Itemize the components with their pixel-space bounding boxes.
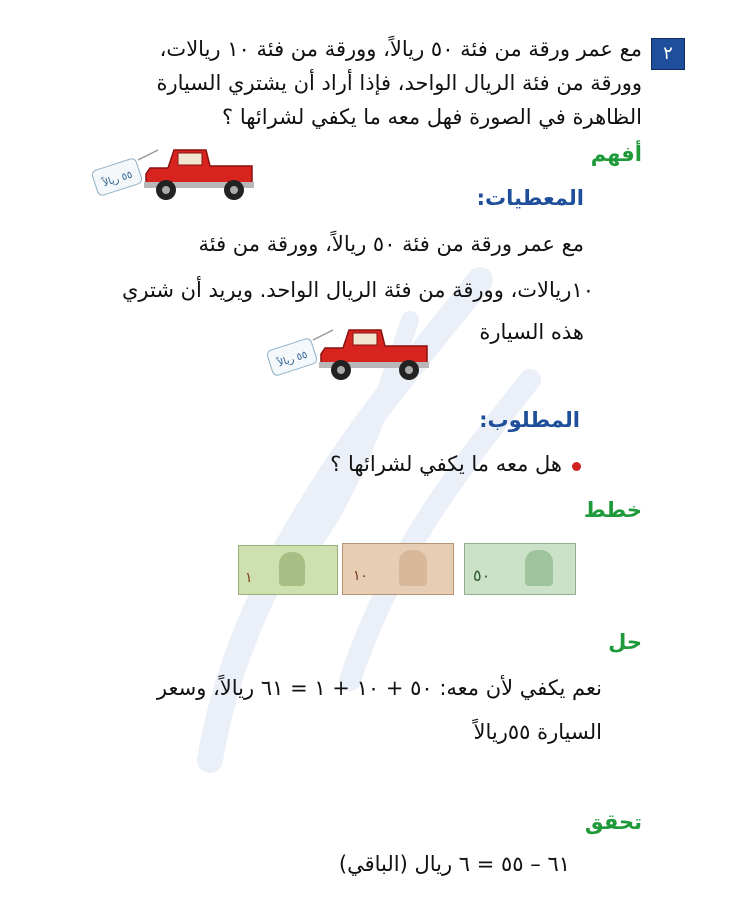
givens-line: هذه السيارة xyxy=(479,320,584,344)
plan-heading: خطط xyxy=(583,498,642,522)
check-heading: تحقق xyxy=(584,810,642,834)
price-tag-label: ٥٥ ريالاً xyxy=(101,169,134,190)
question-number-badge: ٢ xyxy=(651,38,685,70)
banknote-portrait-icon xyxy=(525,550,553,586)
banknotes-row xyxy=(238,543,578,595)
check-line: ٦١ – ٥٥ = ٦ ريال (الباقي) xyxy=(338,852,570,876)
banknote-10-riyal xyxy=(342,543,454,595)
banknote-1-riyal xyxy=(238,545,338,595)
required-item: هل معه ما يكفي لشرائها ؟ xyxy=(330,452,562,476)
question-line: وورقة من فئة الريال الواحد، فإذا أراد أن يشتري السيارة xyxy=(156,71,642,95)
banknote-portrait-icon xyxy=(279,552,305,586)
solve-line: السيارة ٥٥ريالاً xyxy=(473,720,602,744)
question-line: مع عمر ورقة من فئة ٥٠ ريالاً، وورقة من فئة ١٠ ريالات، xyxy=(159,37,642,61)
price-tag-label: ٥٥ ريالاً xyxy=(276,349,309,370)
banknote-portrait-icon xyxy=(399,550,427,586)
bullet-icon xyxy=(572,462,581,471)
required-heading: المطلوب: xyxy=(479,408,580,432)
car-with-price-tag-image xyxy=(258,318,438,388)
givens-line: مع عمر ورقة من فئة ٥٠ ريالاً، وورقة من فئة xyxy=(198,232,584,256)
banknote-value: ١٠ xyxy=(353,568,369,584)
car-with-price-tag-image xyxy=(88,138,258,208)
banknote-50-riyal xyxy=(464,543,576,595)
banknote-value: ١ xyxy=(245,570,253,586)
question-text xyxy=(122,32,642,134)
red-car-icon xyxy=(144,150,254,200)
understand-heading: أفهم xyxy=(590,142,642,166)
solve-line: نعم يكفي لأن معه: ٥٠ + ١٠ + ١ = ٦١ ريالاً، وسعر xyxy=(156,676,602,700)
banknote-value: ٥٠ xyxy=(473,566,491,585)
question-line: الظاهرة في الصورة فهل معه ما يكفي لشرائها ؟ xyxy=(222,105,642,129)
givens-heading: المعطيات: xyxy=(476,186,584,210)
red-car-icon xyxy=(319,330,429,380)
solve-heading: حل xyxy=(608,630,642,654)
givens-line: ١٠ريالات، وورقة من فئة الريال الواحد. ويريد أن شتري xyxy=(121,278,594,302)
